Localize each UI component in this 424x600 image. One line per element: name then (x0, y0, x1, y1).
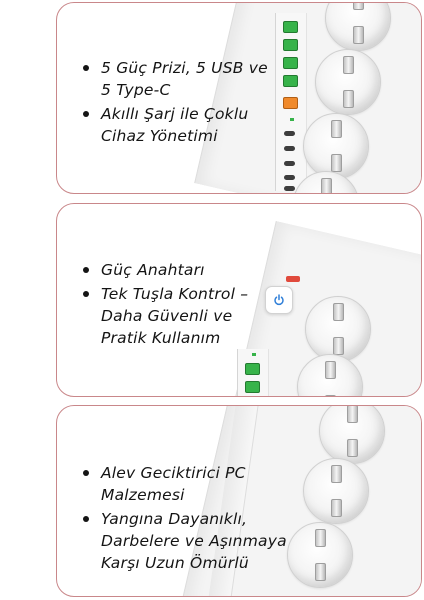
feature-list (79, 462, 287, 574)
usb-port-panel (275, 13, 307, 191)
bullet-icon (83, 291, 89, 297)
power-socket (303, 458, 369, 524)
bullet-icon (83, 111, 89, 117)
feature-item: Yangına Dayanıklı, Darbelere ve Aşınmaya Karşı Uzun Ömürlü (79, 508, 287, 574)
bullet-icon (83, 470, 89, 476)
feature-item: Akıllı Şarj ile Çoklu Cihaz Yönetimi (79, 103, 268, 147)
usb-a-port (245, 381, 260, 393)
feature-card-material (56, 405, 422, 597)
power-socket (303, 113, 369, 179)
power-socket (315, 49, 381, 115)
usb-c-port (284, 186, 295, 191)
feature-item: Tek Tuşla Kontrol – Daha Güvenli ve Pratik Kullanım (79, 283, 248, 349)
feature-item: 5 Güç Prizi, 5 USB ve 5 Type-C (79, 57, 268, 101)
power-switch-button (265, 286, 293, 314)
usb-c-port (284, 175, 295, 180)
usb-a-port (283, 75, 298, 87)
feature-item: Alev Geciktirici PC Malzemesi (79, 462, 287, 506)
usb-c-port (284, 131, 295, 136)
usb-c-port (284, 146, 295, 151)
switch-indicator-led (286, 276, 300, 282)
power-icon (273, 294, 285, 306)
power-socket (305, 296, 371, 362)
feature-list (79, 57, 268, 147)
usb-a-port (283, 39, 298, 51)
feature-card-switch (56, 203, 422, 397)
bullet-icon (83, 267, 89, 273)
usb-c-port (284, 161, 295, 166)
usb-a-port (283, 21, 298, 33)
usb-a-port (245, 363, 260, 375)
indicator-led (252, 353, 256, 356)
usb-port-panel (237, 349, 269, 397)
feature-item: Güç Anahtarı (79, 259, 248, 281)
usb-a-port (283, 57, 298, 69)
bullet-icon (83, 65, 89, 71)
bullet-icon (83, 516, 89, 522)
indicator-led (290, 118, 294, 121)
power-socket (287, 522, 353, 588)
usb-a-port-fast (283, 97, 298, 109)
feature-card-ports (56, 2, 422, 194)
feature-list (79, 259, 248, 349)
